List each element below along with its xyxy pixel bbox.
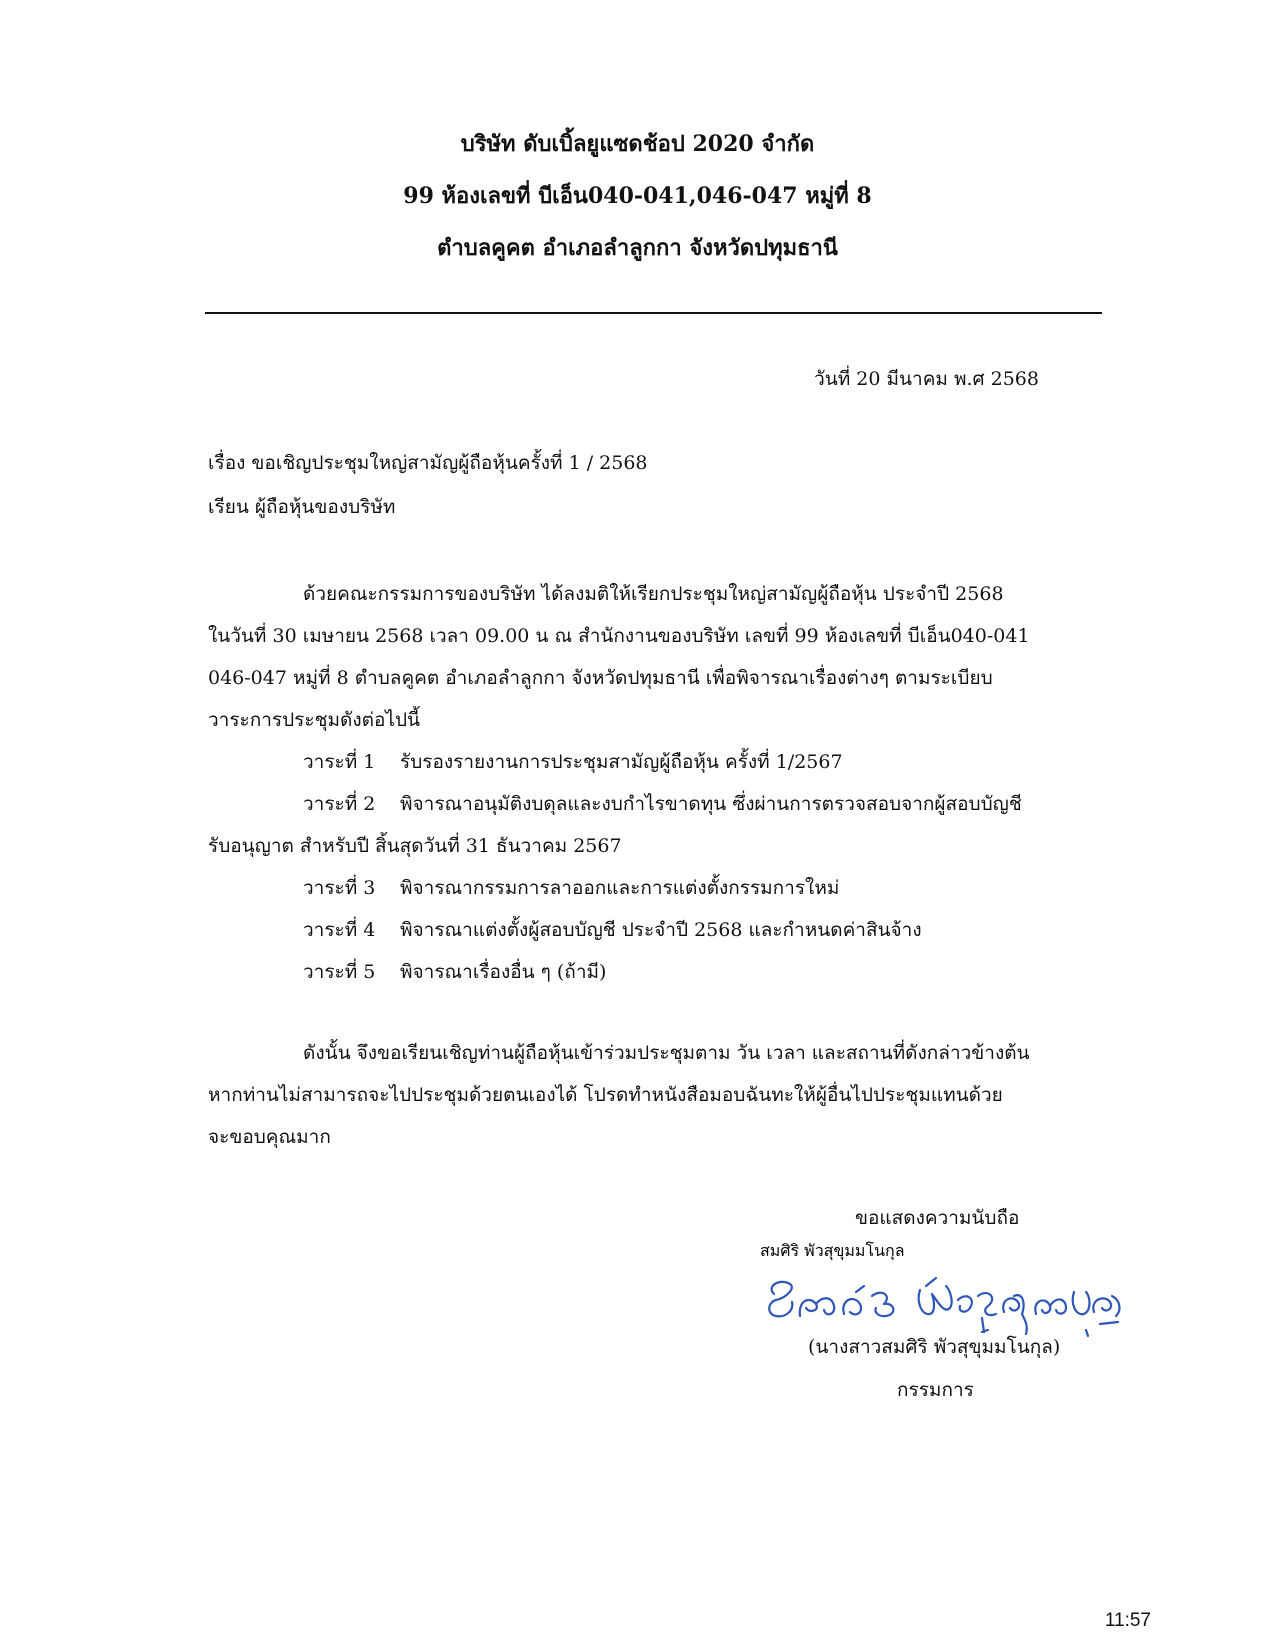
agenda-text: รับรองรายงานการประชุมสามัญผู้ถือหุ้น ครั้งที่ 1/2567 (400, 751, 843, 773)
page-timestamp: 11:57 (1104, 1610, 1151, 1631)
company-address-line-2: ตำบลคูคต อำเภอลำลูกกา จังหวัดปทุมธานี (437, 235, 838, 261)
sign-off: ขอแสดงความนับถือ (855, 1207, 1020, 1229)
agenda-continuation: รับอนุญาต สำหรับปี สิ้นสุดวันที่ 31 ธันวาคม 2567 (208, 835, 622, 857)
letterhead (0, 118, 1275, 274)
signer-position: กรรมการ (897, 1379, 974, 1401)
letter-subject: เรื่อง ขอเชิญประชุมใหญ่สามัญผู้ถือหุ้นครั้งที่ 1 / 2568 (208, 452, 648, 474)
header-divider (205, 312, 1102, 314)
closing-line: จะขอบคุณมาก (208, 1126, 331, 1148)
intro-line: วาระการประชุมดังต่อไปนี้ (208, 709, 420, 731)
agenda-item (208, 909, 1048, 951)
intro-line: ด้วยคณะกรรมการของบริษัท ได้ลงมติให้เรียกประชุมใหญ่สามัญผู้ถือหุ้น ประจำปี 2568 (303, 583, 1004, 605)
agenda-text: พิจารณากรรมการลาออกและการแต่งตั้งกรรมการใหม่ (400, 877, 840, 899)
agenda-text: พิจารณาอนุมัติงบดุลและงบกำไรขาดทุน ซึ่งผ่านการตรวจสอบจากผู้สอบบัญชี (400, 793, 1022, 815)
intro-line: ในวันที่ 30 เมษายน 2568 เวลา 09.00 น ณ สำนักงานของบริษัท เลขที่ 99 ห้องเลขที่ บีเอ็น040-041 (208, 625, 1030, 647)
agenda-label: วาระที่ 2 (303, 793, 376, 815)
agenda-item (208, 741, 1048, 783)
letter-date: วันที่ 20 มีนาคม พ.ศ 2568 (814, 368, 1039, 390)
closing-line: หากท่านไม่สามารถจะไปประชุมด้วยตนเองได้ โปรดทำหนังสือมอบฉันทะให้ผู้อื่นไปประชุมแทนด้วย (208, 1084, 1003, 1106)
agenda-text: พิจารณาแต่งตั้งผู้สอบบัญชี ประจำปี 2568 และกำหนดค่าสินจ้าง (400, 919, 922, 941)
agenda-label: วาระที่ 3 (303, 877, 376, 899)
agenda-text: พิจารณาเรื่องอื่น ๆ (ถ้ามี) (400, 961, 607, 983)
agenda-label: วาระที่ 1 (303, 751, 376, 773)
agenda-label: วาระที่ 4 (303, 919, 376, 941)
signature-text: สมศิริ พัวสุขุมมโนกุล (760, 1241, 905, 1260)
signer-name: (นางสาวสมศิริ พัวสุขุมมโนกุล) (808, 1336, 1061, 1358)
closing-line: ดังนั้น จึงขอเรียนเชิญท่านผู้ถือหุ้นเข้าร่วมประชุมตาม วัน เวลา และสถานที่ดังกล่าวข้างต้น (303, 1042, 1030, 1064)
agenda-item (208, 867, 1048, 909)
company-address-line-1: 99 ห้องเลขที่ บีเอ็น040-041,046-047 หมู่ที่ 8 (403, 183, 872, 209)
meeting-notice-paragraph (208, 573, 1048, 993)
company-name: บริษัท ดับเบิ้ลยูแซดช้อป 2020 จำกัด (460, 131, 815, 157)
invitation-paragraph (208, 1032, 1048, 1158)
intro-line: 046-047 หมู่ที่ 8 ตำบลคูคต อำเภอลำลูกกา จังหวัดปทุมธานี เพื่อพิจารณาเรื่องต่างๆ ตามระเบียบ (208, 667, 993, 689)
letter-recipient: เรียน ผู้ถือหุ้นของบริษัท (208, 496, 396, 518)
agenda-item (208, 951, 1048, 993)
agenda-item (208, 783, 1048, 825)
agenda-label: วาระที่ 5 (303, 961, 376, 983)
